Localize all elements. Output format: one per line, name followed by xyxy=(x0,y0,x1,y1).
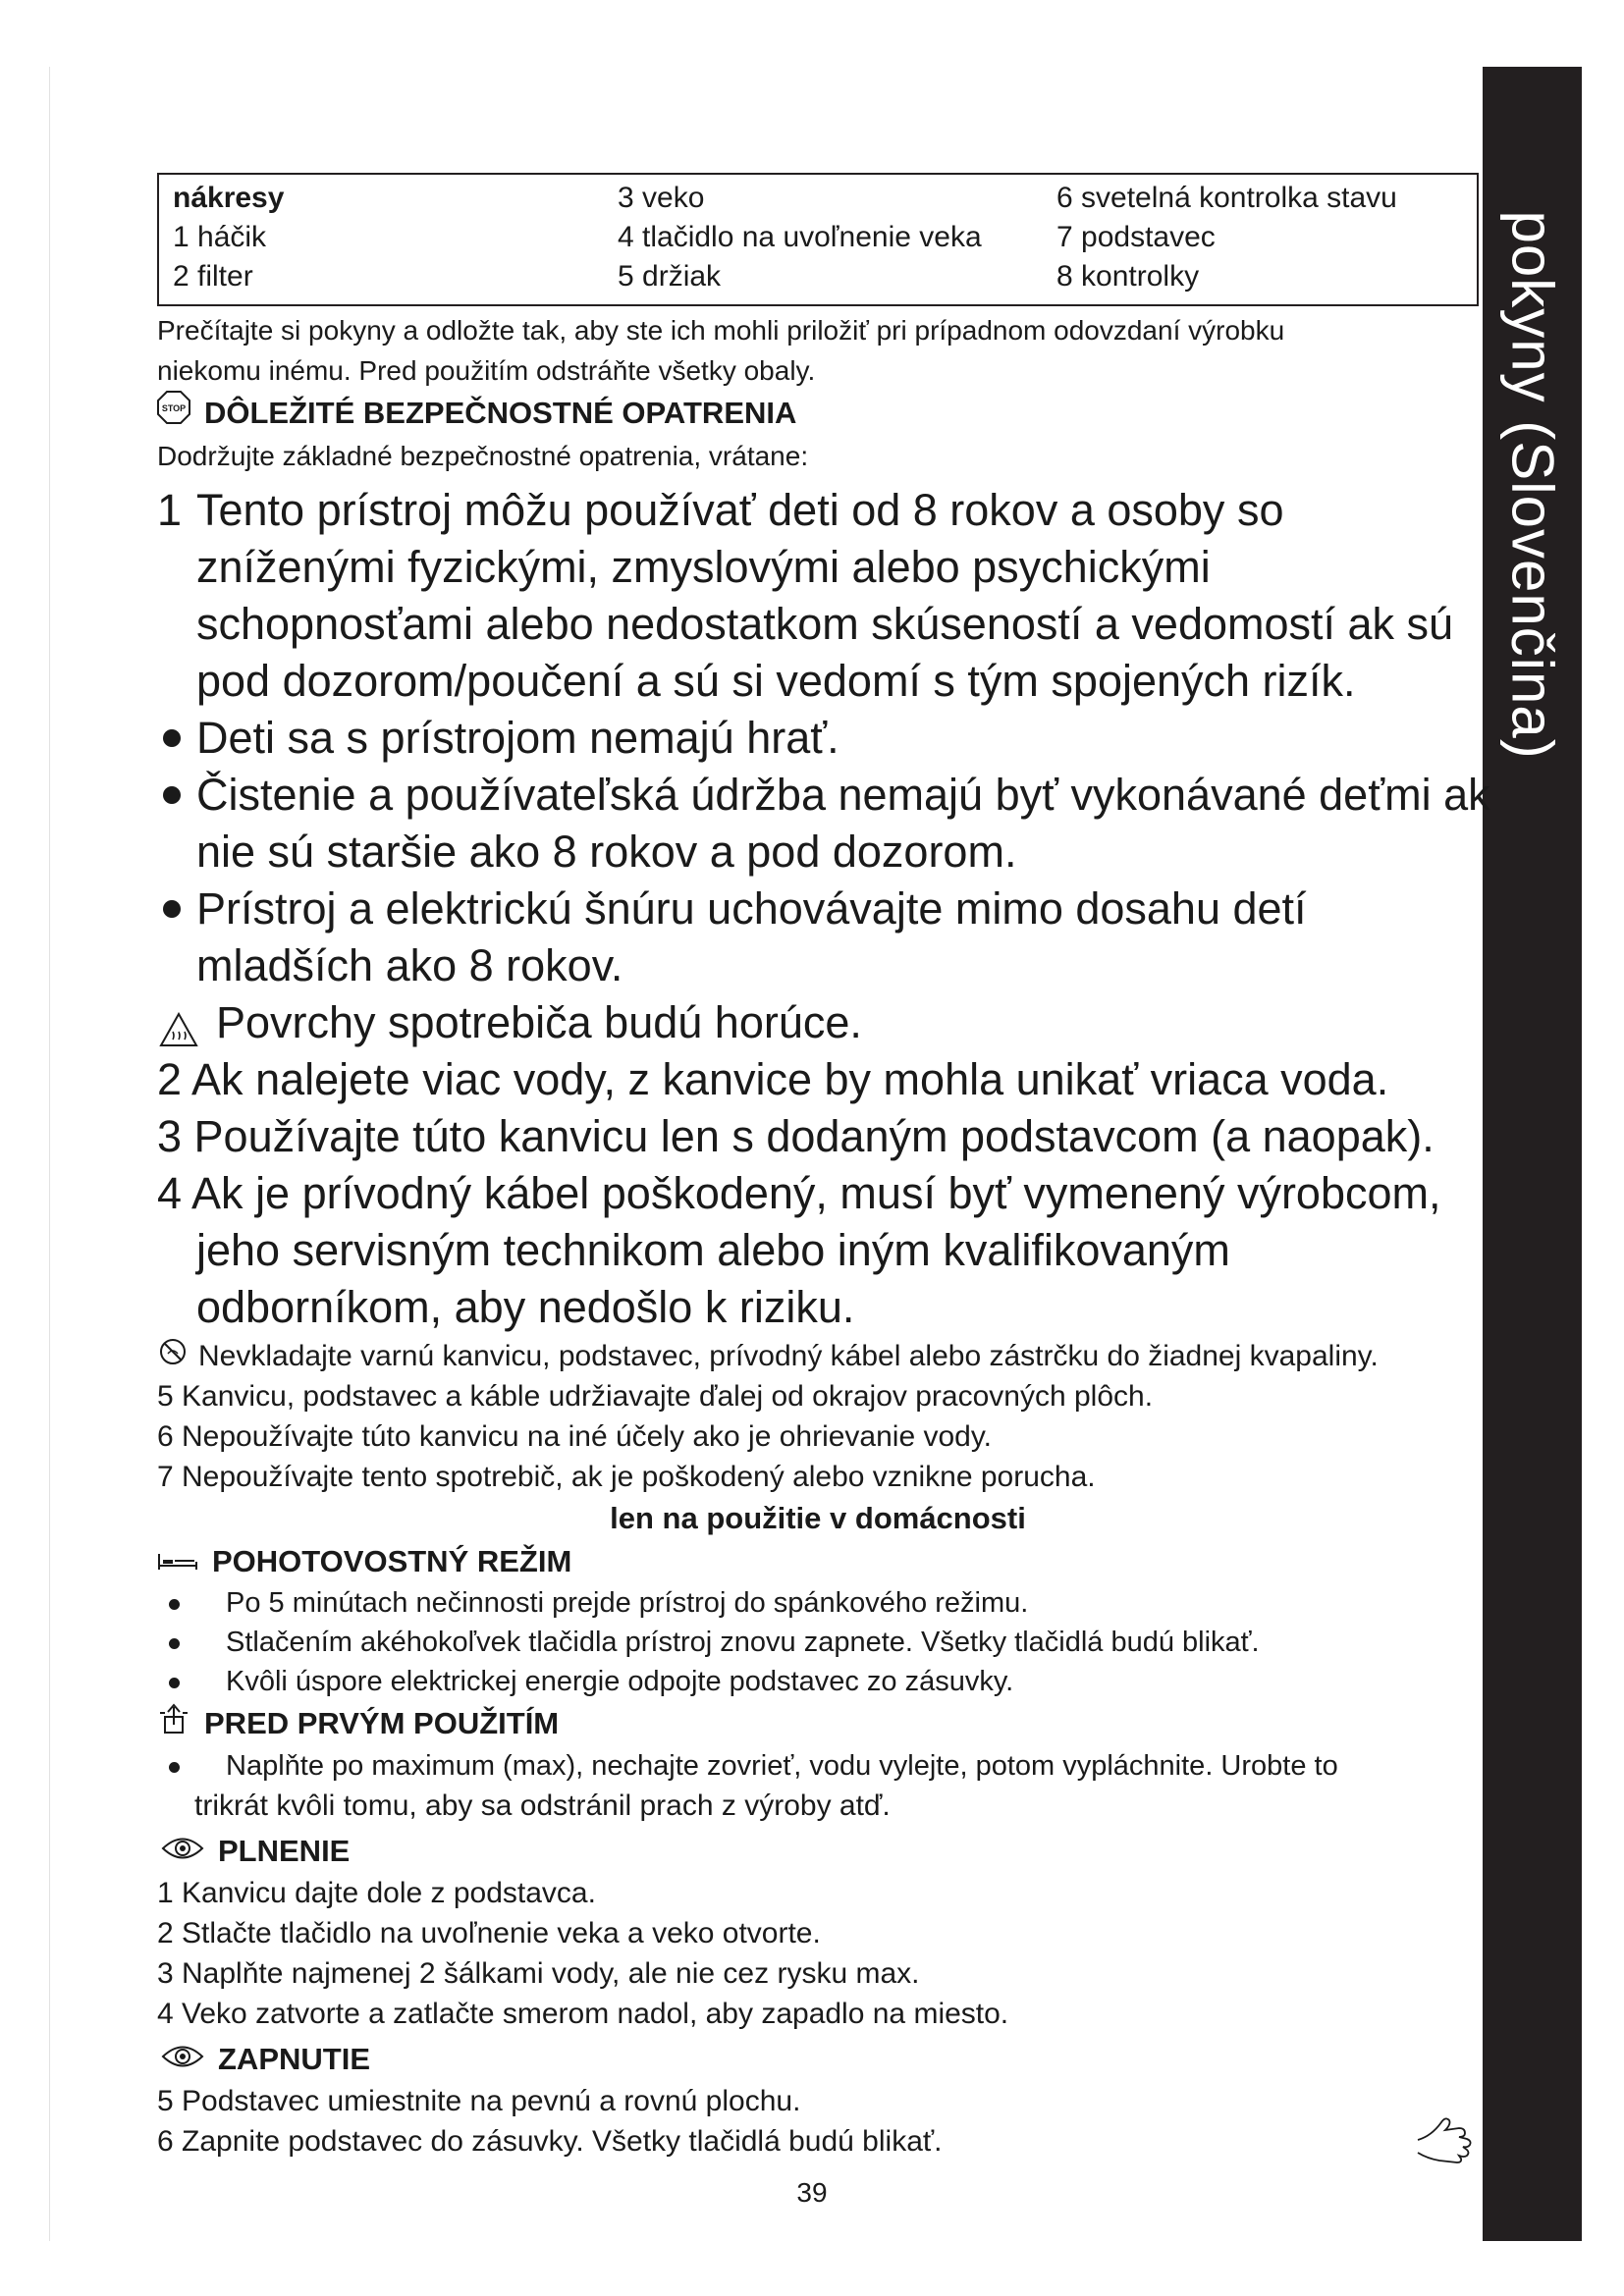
filling-step: 3 Naplňte najmenej 2 šálkami vody, ale nie cez rysku max. xyxy=(157,1957,920,1990)
legend-item: 2 filter xyxy=(173,260,253,293)
safety-bullet: Deti sa s prístrojom nemajú hrať. xyxy=(157,710,1479,767)
page-margin-line xyxy=(49,67,50,2241)
safety-bullet: Prístroj a elektrickú šnúru uchovávajte mimo dosahu detí xyxy=(157,881,1479,937)
no-immerse-icon xyxy=(159,1336,187,1376)
page-content xyxy=(157,306,1490,2162)
no-liquid-warning: Nevkladajte varnú kanvicu, podstavec, prívodný kábel alebo zástrčku do žiadnej kvapaliny. xyxy=(157,1336,1479,1376)
legend-item: 8 kontrolky xyxy=(1056,260,1200,293)
safety-bullet-cont: nie sú staršie ako 8 rokov a pod dozorom. xyxy=(196,827,1017,877)
safety-heading-text: DÔLEŽITÉ BEZPEČNOSTNÉ OPATRENIA xyxy=(204,396,797,430)
switch-on-step: 6 Zapnite podstavec do zásuvky. Všetky tlačidlá budú blikať. xyxy=(157,2125,943,2158)
filling-step: 1 Kanvicu dajte dole z podstavca. xyxy=(157,1877,596,1909)
hot-surface-warning: Povrchy spotrebiča budú horúce. xyxy=(157,994,1479,1051)
legend-item: 4 tlačidlo na uvoľnenie veka xyxy=(618,221,982,253)
safety-subtitle: Dodržujte základné bezpečnostné opatrenia, vrátane: xyxy=(157,441,809,471)
switch-on-step: 5 Podstavec umiestnite na pevnú a rovnú plochu. xyxy=(157,2085,801,2117)
parts-legend xyxy=(157,173,1479,306)
stop-icon xyxy=(157,391,190,436)
legend-item: 5 držiak xyxy=(618,260,722,293)
safety-item-4-cont: odborníkom, aby nedošlo k riziku. xyxy=(196,1282,855,1332)
safety-item-1: 1 Tento prístroj môžu používať deti od 8 rokov a osoby so xyxy=(157,485,1284,535)
safety-heading xyxy=(157,391,1479,436)
safety-item-5: 5 Kanvicu, podstavec a káble udržiavajte ďalej od okrajov pracovných plôch. xyxy=(157,1380,1154,1413)
eye-icon xyxy=(161,1830,204,1873)
safety-item-7: 7 Nepoužívajte tento spotrebič, ak je poškodený alebo vznikne porucha. xyxy=(157,1461,1096,1493)
safety-item-6: 6 Nepoužívajte túto kanvicu na iné účely ako je ohrievanie vody. xyxy=(157,1420,992,1453)
first-use-icon xyxy=(157,1701,190,1746)
household-note: len na použitie v domácnosti xyxy=(610,1501,1026,1535)
eye-icon xyxy=(161,2038,204,2081)
turn-page-hand-icon xyxy=(1414,2110,1483,2170)
safety-item-3: 3 Používajte túto kanvicu len s dodaným podstavcom (a naopak). xyxy=(157,1111,1435,1161)
language-sidebar xyxy=(1483,67,1582,2241)
intro-line: Prečítajte si pokyny a odložte tak, aby ste ich mohli priložiť pri prípadnom odovzdaní výrobku xyxy=(157,315,1285,346)
legend-item: 7 podstavec xyxy=(1056,221,1216,253)
safety-item-2: 2 Ak nalejete viac vody, z kanvice by mohla unikať vriaca voda. xyxy=(157,1054,1389,1104)
filling-step: 4 Veko zatvorte a zatlačte smerom nadol, aby zapadlo na miesto. xyxy=(157,1998,1009,2030)
first-use-heading: PRED PRVÝM POUŽITÍM xyxy=(157,1701,1479,1746)
standby-bullet: Kvôli úspore elektrickej energie odpojte podstavec zo zásuvky. xyxy=(157,1662,1479,1701)
standby-icon xyxy=(157,1540,198,1583)
intro-line: niekomu inému. Pred použitím odstráňte všetky obaly. xyxy=(157,355,816,386)
safety-item-4: 4 Ak je prívodný kábel poškodený, musí byť vymenený výrobcom, xyxy=(157,1168,1441,1218)
switch-on-heading: ZAPNUTIE xyxy=(157,2038,1479,2081)
safety-item-1-cont: pod dozorom/poučení a sú si vedomí s tým spojených rizík. xyxy=(196,656,1356,706)
page-number: 39 xyxy=(796,2177,828,2208)
legend-item: 1 háčik xyxy=(173,221,267,253)
filling-step: 2 Stlačte tlačidlo na uvoľnenie veka a veko otvorte. xyxy=(157,1917,821,1949)
safety-bullet: Čistenie a používateľská údržba nemajú byť vykonávané deťmi ak xyxy=(157,767,1479,824)
sidebar-title: pokyny (Slovenčina) xyxy=(1499,210,1565,760)
standby-bullet: Po 5 minútach nečinnosti prejde prístroj do spánkového režimu. xyxy=(157,1583,1479,1623)
safety-item-1-cont: schopnosťami alebo nedostatkom skúseností a vedomostí ak sú xyxy=(196,599,1454,649)
first-use-cont: trikrát kvôli tomu, aby sa odstránil prach z výroby atď. xyxy=(194,1789,891,1822)
first-use-bullet: Naplňte po maximum (max), nechajte zovrieť, vodu vylejte, potom vypláchnite. Urobte to xyxy=(157,1746,1479,1786)
standby-heading: POHOTOVOSTNÝ REŽIM xyxy=(157,1540,1479,1583)
safety-item-4-cont: jeho servisným technikom alebo iným kvalifikovaným xyxy=(196,1225,1230,1275)
safety-item-1-cont: zníženými fyzickými, zmyslovými alebo psychickými xyxy=(196,542,1211,592)
legend-title: nákresy xyxy=(173,182,285,214)
legend-item: 6 svetelná kontrolka stavu xyxy=(1056,182,1397,214)
safety-bullet-cont: mladších ako 8 rokov. xyxy=(196,940,623,990)
standby-bullet: Stlačením akéhokoľvek tlačidla prístroj znovu zapnete. Všetky tlačidlá budú blikať. xyxy=(157,1623,1479,1662)
legend-item: 3 veko xyxy=(618,182,705,214)
svg-text:STOP: STOP xyxy=(161,403,187,413)
filling-heading: PLNENIE xyxy=(157,1830,1479,1873)
